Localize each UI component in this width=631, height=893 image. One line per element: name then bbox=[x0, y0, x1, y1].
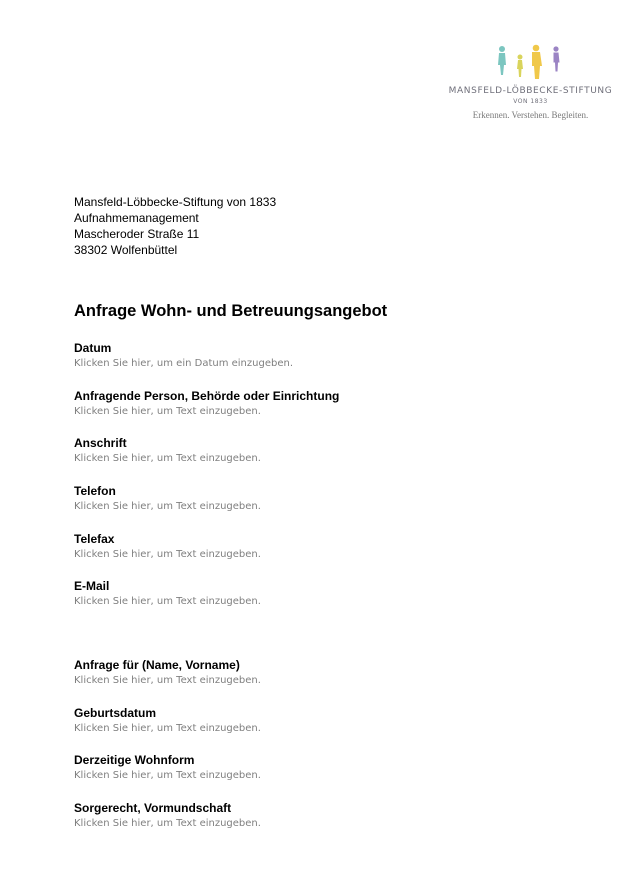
logo-year: VON 1833 bbox=[513, 98, 548, 105]
recipient-address bbox=[74, 194, 276, 258]
date-input[interactable]: Klicken Sie hier, um ein Datum einzugeben. bbox=[74, 358, 293, 369]
figure-yellow-small bbox=[517, 55, 523, 78]
logo-tagline: Erkennen. Verstehen. Begleiten. bbox=[472, 110, 589, 120]
people-figures-icon bbox=[492, 44, 572, 82]
field-label: Datum bbox=[74, 341, 112, 355]
field-sorgerecht bbox=[74, 800, 261, 832]
text-input[interactable]: Klicken Sie hier, um Text einzugeben. bbox=[74, 723, 261, 734]
text-input[interactable]: Klicken Sie hier, um Text einzugeben. bbox=[74, 501, 261, 512]
address-line: Mansfeld-Löbbecke-Stiftung von 1833 bbox=[74, 195, 277, 209]
field-datum bbox=[74, 340, 293, 372]
field-label: Telefax bbox=[74, 532, 115, 546]
field-label: Anfrage für (Name, Vorname) bbox=[74, 658, 240, 672]
text-input[interactable]: Klicken Sie hier, um Text einzugeben. bbox=[74, 406, 261, 417]
address-line: 38302 Wolfenbüttel bbox=[74, 243, 178, 257]
field-geburtsdatum bbox=[74, 705, 261, 737]
field-email bbox=[74, 578, 261, 610]
field-label: Geburtsdatum bbox=[74, 706, 157, 720]
address-line: Aufnahmemanagement bbox=[74, 211, 199, 225]
field-anschrift bbox=[74, 435, 261, 467]
text-input[interactable]: Klicken Sie hier, um Text einzugeben. bbox=[74, 818, 261, 829]
address-line: Mascheroder Straße 11 bbox=[74, 227, 200, 241]
field-anfrage-fuer bbox=[74, 657, 261, 689]
field-label: Anschrift bbox=[74, 436, 127, 450]
field-wohnform bbox=[74, 752, 261, 784]
field-anfragende-person bbox=[74, 388, 339, 420]
field-label: Derzeitige Wohnform bbox=[74, 753, 195, 767]
field-telefon bbox=[74, 483, 261, 515]
field-telefax bbox=[74, 531, 261, 563]
foundation-logo bbox=[448, 44, 613, 124]
figure-yellow-large bbox=[532, 45, 542, 79]
document-title: Anfrage Wohn- und Betreuungsangebot bbox=[74, 302, 388, 320]
figure-purple bbox=[553, 46, 559, 71]
text-input[interactable]: Klicken Sie hier, um Text einzugeben. bbox=[74, 549, 261, 560]
text-input[interactable]: Klicken Sie hier, um Text einzugeben. bbox=[74, 453, 261, 464]
field-label: E-Mail bbox=[74, 579, 110, 593]
text-input[interactable]: Klicken Sie hier, um Text einzugeben. bbox=[74, 770, 261, 781]
field-label: Telefon bbox=[74, 484, 116, 498]
field-label: Sorgerecht, Vormundschaft bbox=[74, 801, 232, 815]
field-label: Anfragende Person, Behörde oder Einrichtung bbox=[74, 389, 340, 403]
text-input[interactable]: Klicken Sie hier, um Text einzugeben. bbox=[74, 675, 261, 686]
text-input[interactable]: Klicken Sie hier, um Text einzugeben. bbox=[74, 596, 261, 607]
figure-teal bbox=[498, 46, 506, 75]
logo-name: MANSFELD-LÖBBECKE-STIFTUNG bbox=[448, 86, 613, 96]
